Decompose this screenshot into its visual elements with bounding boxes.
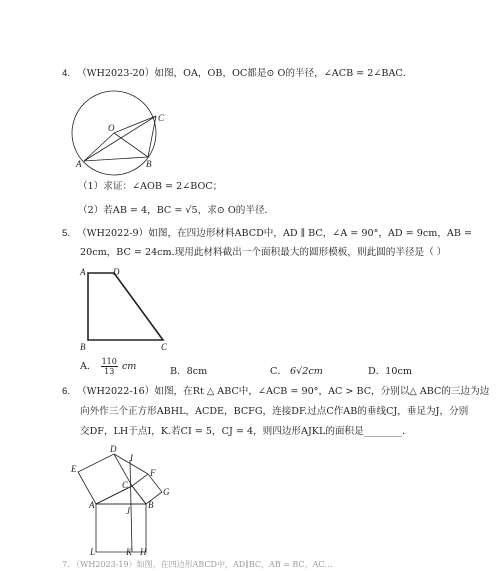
q5-option-b[interactable]: B．8cm	[170, 366, 208, 377]
label-c: C	[158, 113, 165, 123]
q4-circle-figure	[68, 95, 178, 170]
label-i: I	[130, 453, 133, 463]
q4-number: 4.	[62, 68, 71, 79]
label-k: K	[126, 547, 133, 557]
q5-line2: 20cm，BC = 24cm.现用此材料截出一个面积最大的圆形模板，则此圆的半径是（ ）	[80, 247, 447, 258]
square-acde	[78, 454, 132, 504]
q5-option-a-fraction	[101, 357, 118, 376]
label-d: D	[113, 267, 120, 277]
q5-option-c-value: 6√2cm	[290, 366, 323, 377]
q5-option-c[interactable]	[270, 363, 323, 377]
q4-text: （WH2023-20）如图，OA，OB，OC都是⊙ O的半径，∠ACB = 2∠BAC．	[77, 68, 413, 79]
label-b: B	[146, 159, 152, 169]
label-l: L	[90, 547, 96, 557]
q5-line1	[62, 228, 472, 240]
q5-option-d[interactable]: D．10cm	[368, 366, 412, 377]
trapezoid-abcd	[88, 273, 163, 340]
q5-option-a[interactable]	[80, 357, 136, 376]
q6-text-1: （WH2022-16）如图，在Rt △ ABC中，∠ACB = 90°，AC > BC，分别以△ ABC的三边为边	[77, 386, 490, 397]
q5-number: 5.	[62, 228, 71, 239]
label-e: E	[71, 464, 77, 474]
q6-squares-figure	[70, 444, 180, 557]
segment-oc	[114, 116, 156, 133]
label-f: F	[150, 468, 156, 478]
q5-option-c-label: C．	[270, 366, 287, 377]
q4-stem	[62, 68, 412, 80]
label-o: O	[108, 123, 115, 133]
q5-text-1: （WH2022-9）如图，在四边形材料ABCD中，AD ∥ BC，∠A = 90°，AD = 9cm，AB =	[77, 228, 472, 239]
label-c: C	[161, 342, 168, 352]
segment-oa	[84, 133, 114, 161]
segment-ik	[130, 460, 132, 552]
segment-ob	[114, 133, 148, 157]
square-bcfg	[132, 474, 162, 504]
label-g: G	[163, 487, 170, 497]
q5-trapezoid-figure	[74, 264, 184, 354]
label-d: D	[110, 444, 117, 454]
label-b: B	[148, 500, 154, 510]
label-c: C	[122, 480, 129, 490]
label-a: A	[76, 159, 82, 169]
label-j: J	[126, 506, 130, 516]
fraction-denominator: 13	[104, 367, 115, 376]
segment-ab	[84, 157, 148, 161]
q6-line3: 交DF，LH于点I，K.若CI = 5，CJ = 4，则四边形AJKL的面积是________．	[80, 426, 412, 437]
q5-option-a-label: A．	[80, 361, 97, 372]
square-abhl	[96, 504, 146, 552]
q6-line1	[62, 386, 489, 398]
q6-number: 6.	[62, 386, 71, 397]
q4-part2: （2）若AB = 4，BC = √5，求⊙ O的半径．	[78, 205, 275, 216]
label-a: A	[89, 500, 95, 510]
segment-ac	[84, 116, 156, 161]
q6-line2: 向外作三个正方形ABHL，ACDE，BCFG，连接DF.过点C作AB的垂线CJ，垂足为J，分别	[80, 406, 469, 417]
q7-cut-line: 7. （WH2023-19）如图，在四边形ABCD中，AD∥BC，AB = BC，AC…	[62, 560, 333, 569]
label-b: B	[80, 342, 86, 352]
q4-part1: （1）求证：∠AOB = 2∠BOC；	[78, 181, 223, 192]
label-h: H	[140, 547, 147, 557]
label-a: A	[80, 267, 86, 277]
fraction-numerator: 110	[101, 357, 117, 366]
q5-option-a-unit: cm	[121, 361, 137, 372]
